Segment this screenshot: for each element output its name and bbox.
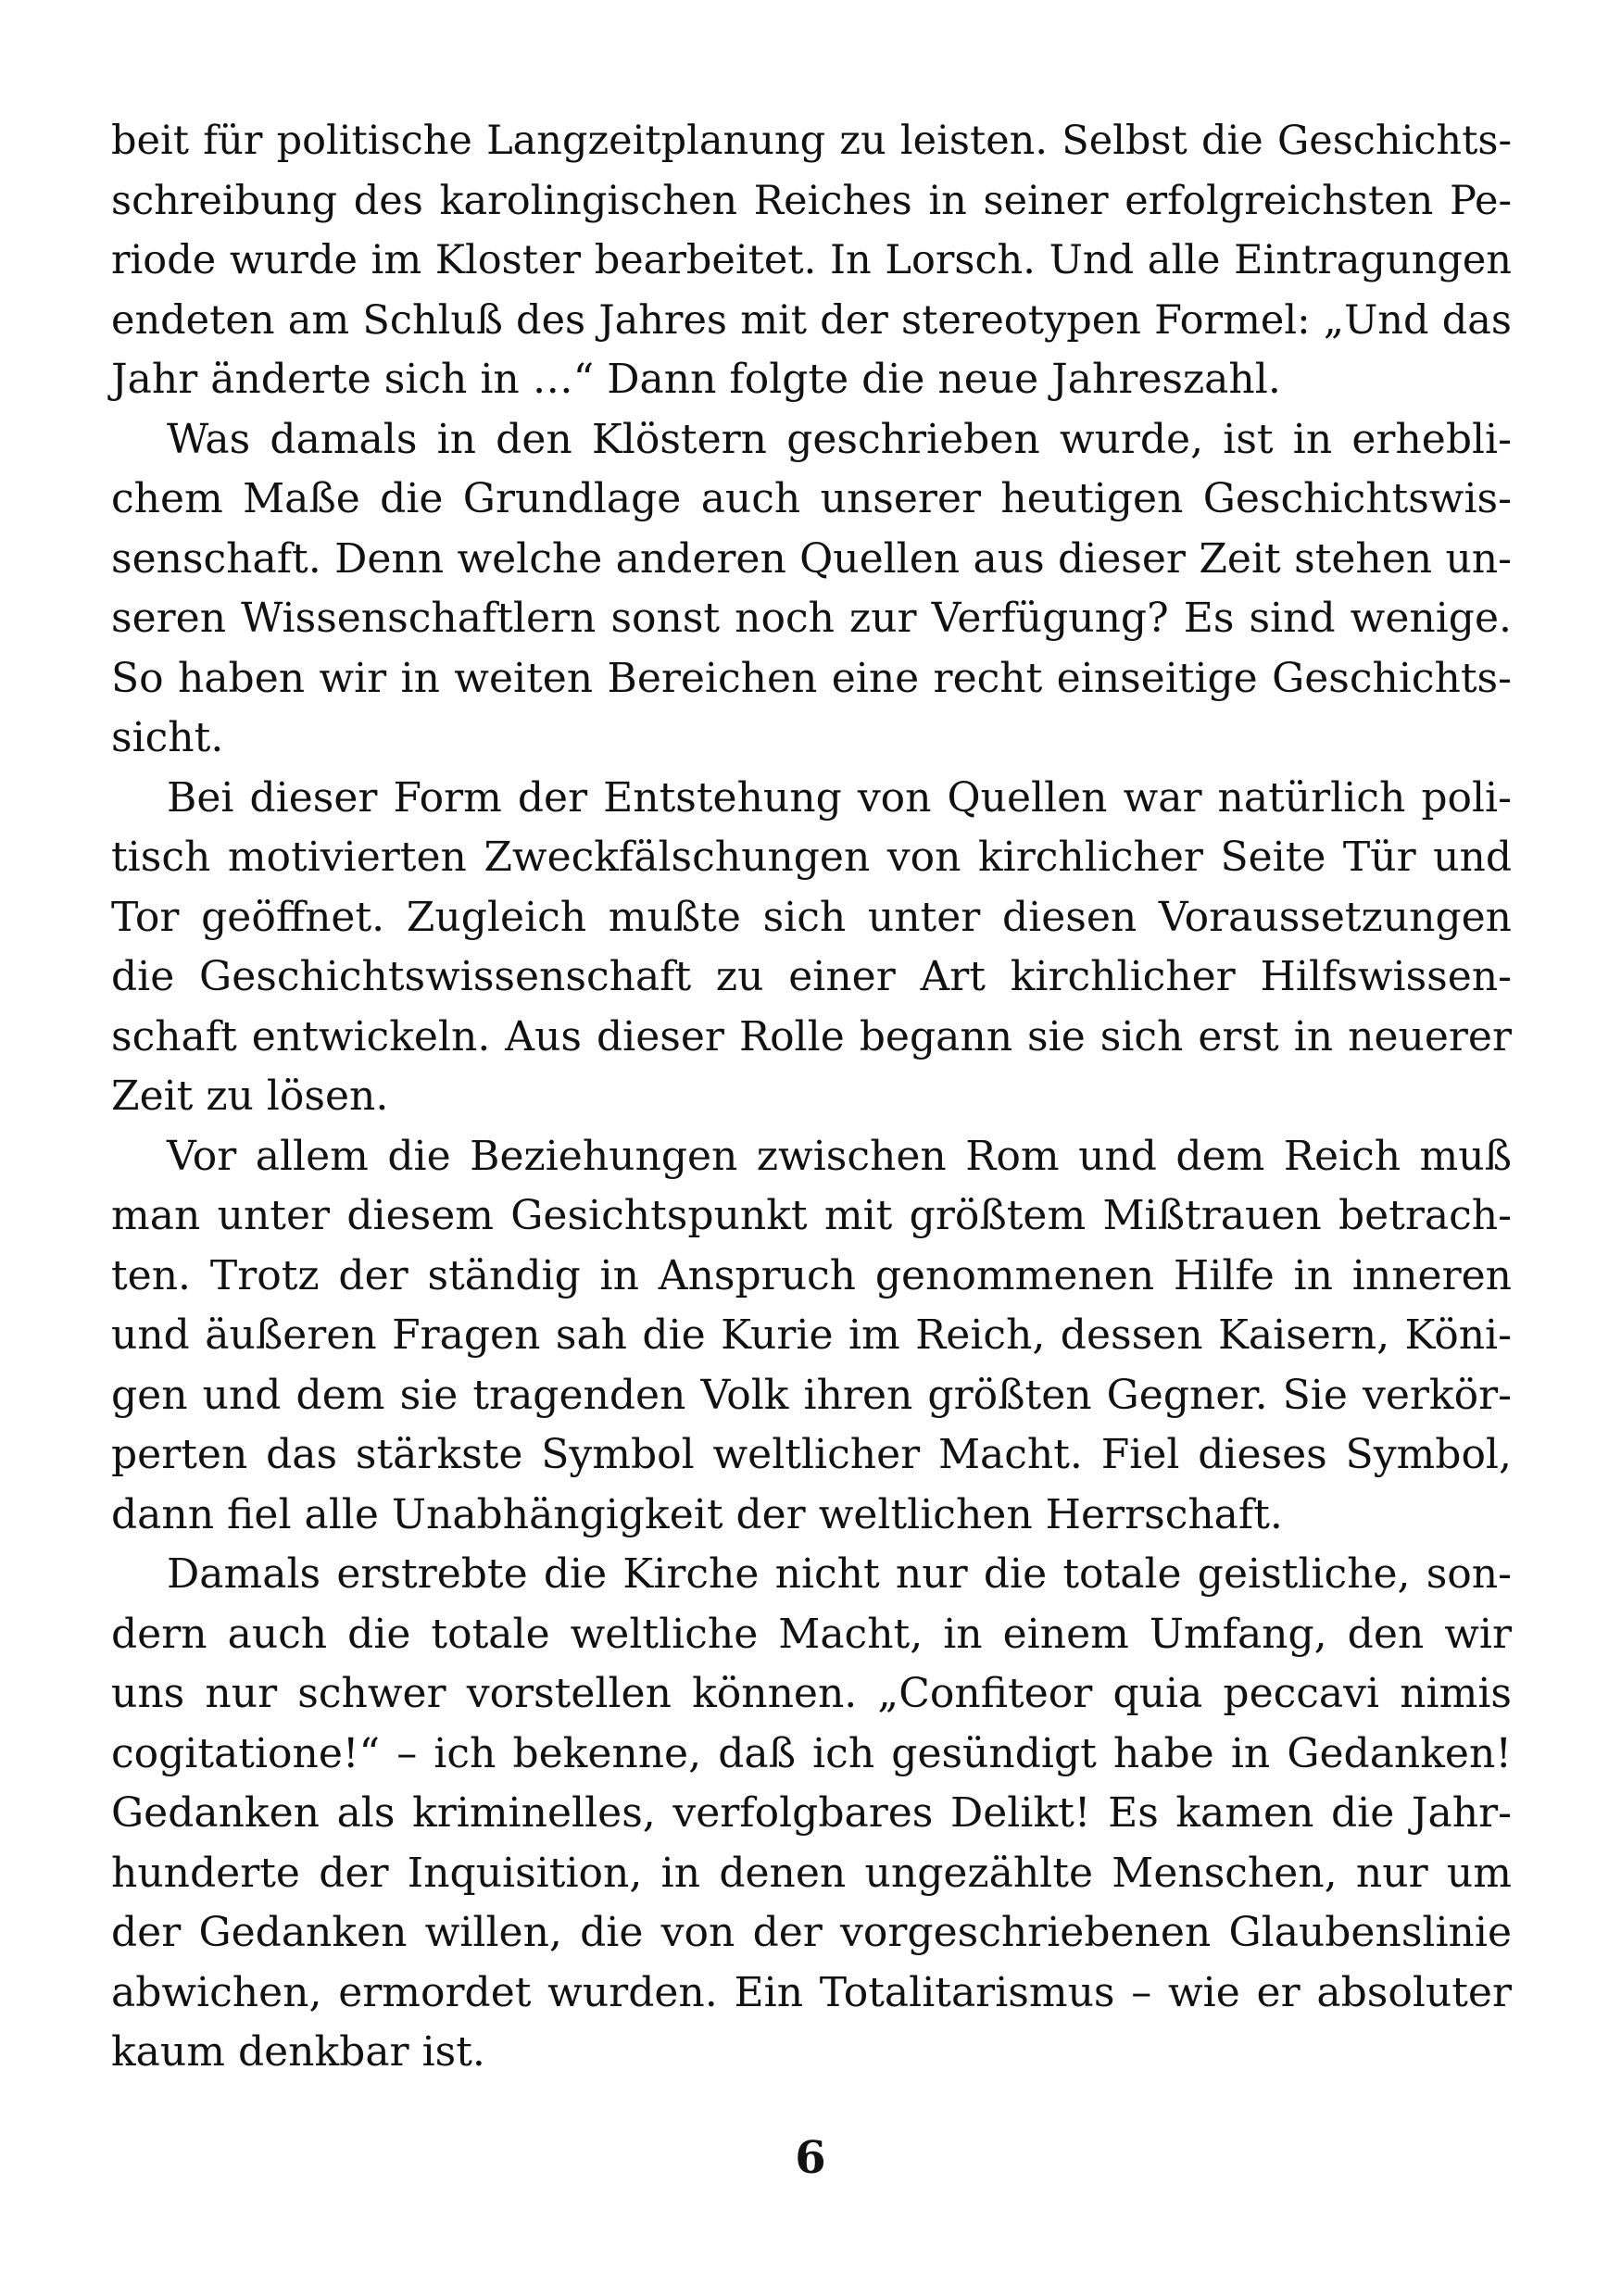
text-line: Jahr änderte sich in …“ Dann folgte die neue Jahreszahl. — [111, 356, 1281, 403]
text-line: Vor allem die Beziehungen zwischen Rom und dem Reich muß — [167, 1132, 1512, 1180]
text-line: uns nur schwer vorstellen können. „Confiteor quia peccavi nimis — [111, 1670, 1512, 1717]
text-line: gen und dem sie tragenden Volk ihren größten Gegner. Sie verkör- — [111, 1371, 1512, 1419]
text-line: kaum denkbar ist. — [111, 2028, 485, 2076]
text-line: beit für politische Langzeitplanung zu leisten. Selbst die Geschichts- — [111, 118, 1512, 164]
text-line: man unter diesem Gesichtspunkt mit größtem Mißtrauen betrach- — [111, 1192, 1512, 1239]
paragraph-2 — [111, 410, 1512, 769]
paragraph-1 — [111, 111, 1512, 410]
page-number: 6 — [795, 2132, 826, 2184]
text-line: riode wurde im Kloster bearbeitet. In Lorsch. Und alle Eintragungen — [111, 237, 1512, 283]
text-line: perten das stärkste Symbol weltlicher Macht. Fiel dieses Symbol, — [111, 1431, 1512, 1478]
text-line: seren Wissenschaftlern sonst noch zur Verfügung? Es sind wenige. — [111, 595, 1512, 642]
text-line: abwichen, ermordet wurden. Ein Totalitarismus – wie er absoluter — [111, 1968, 1512, 2016]
text-line: Bei dieser Form der Entstehung von Quellen war natürlich poli- — [167, 773, 1512, 822]
text-line: der Gedanken willen, die von der vorgeschriebenen Glaubenslinie — [111, 1909, 1512, 1956]
text-line: So haben wir in weiten Bereichen eine recht einseitige Geschichts- — [111, 654, 1512, 702]
text-line: und äußeren Fragen sah die Kurie im Reich, dessen Kaisern, Köni- — [111, 1311, 1512, 1359]
paragraph-4 — [111, 1127, 1512, 1546]
text-line: senschaft. Denn welche anderen Quellen aus dieser Zeit stehen un- — [111, 534, 1512, 583]
text-line: ten. Trotz der ständig in Anspruch genommenen Hilfe in inneren — [111, 1251, 1512, 1299]
text-line: Zeit zu lösen. — [111, 1073, 389, 1120]
text-line: tisch motivierten Zweckfälschungen von kirchlicher Seite Tür und — [111, 834, 1512, 881]
text-line: hunderte der Inquisition, in denen ungezählte Menschen, nur um — [111, 1849, 1512, 1897]
paragraph-5 — [111, 1545, 1512, 2083]
text-line: Was damals in den Klöstern geschrieben wurde, ist in erhebli- — [167, 415, 1512, 463]
text-line: dann fiel alle Unabhängigkeit der weltlichen Herrschaft. — [111, 1490, 1283, 1538]
text-line: sicht. — [111, 714, 224, 761]
text-line: die Geschichtswissenschaft zu einer Art kirchlicher Hilfswissen- — [111, 953, 1512, 1000]
text-line: Damals erstrebte die Kirche nicht nur die totale geistliche, son- — [167, 1550, 1512, 1598]
text-line: schreibung des karolingischen Reiches in seiner erfolgreichsten Pe- — [111, 177, 1512, 224]
text-line: cogitatione!“ – ich bekenne, daß ich gesündigt habe in Gedanken! — [111, 1729, 1512, 1777]
text-line: Tor geöffnet. Zugleich mußte sich unter diesen Voraussetzungen — [111, 893, 1512, 941]
paragraph-3 — [111, 769, 1512, 1127]
text-line: Gedanken als kriminelles, verfolgbares Delikt! Es kamen die Jahr- — [111, 1789, 1512, 1837]
text-line: endeten am Schluß des Jahres mit der stereotypen Formel: „Und das — [111, 296, 1512, 344]
text-line: dern auch die totale weltliche Macht, in einem Umfang, den wir — [111, 1610, 1512, 1658]
book-page-text — [111, 111, 1512, 2083]
text-line: chem Maße die Grundlage auch unserer heutigen Geschichtswis- — [111, 475, 1512, 522]
text-line: schaft entwickeln. Aus dieser Rolle begann sie sich erst in neuerer — [111, 1012, 1512, 1060]
